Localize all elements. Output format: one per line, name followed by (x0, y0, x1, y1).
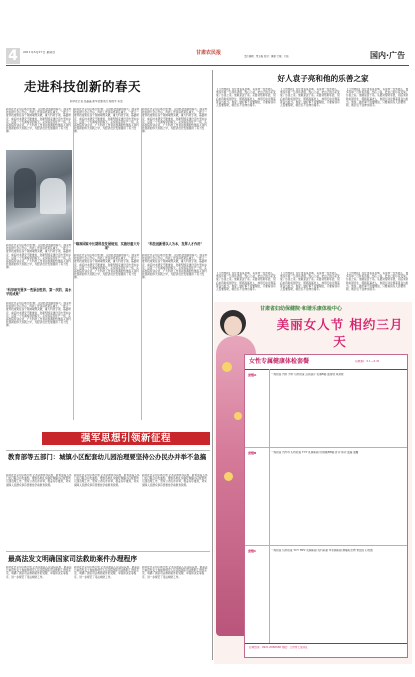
ad-package-c-items: 一般检查 妇科检查 TCT HPV 乳腺彩超 妇科彩超 甲状腺彩超 肿瘤标志物 骨密度 心电图 (271, 549, 373, 552)
ad-package-c-name: 套餐C (248, 549, 257, 553)
story3-col-2: 新华社北京3月26日电 记者从最高人民法院获悉，最高法日前印发关于加强和规范人民法院国家司法救助工作的意见，明确了国家司法救助案件的受理、审查和决定等程序，进一步规范了司法救助工作。 (74, 566, 140, 579)
ad-card-title: 女性专属健康体检套餐 (249, 358, 310, 365)
feature-col-3: 【兰州晨报】在甘肃省某县城，有这样一位普通人，他多年如一日扶贫济困、热心公益，把自己的小家变成了乐善之家。他就是袁子亮。从最初帮助邻居，到后来资助贫困学生、照顾孤寡老人，他用行动诠释着善良与担当。他说：做好事不需要理由，只要看到有人需要帮助，就会忍不住伸出援手。 (346, 88, 409, 108)
lead-headline: 走进科技创新的春天 (24, 79, 142, 94)
lead-col-3b: 新华社北京3月26日电 题：走进科技创新的春天。国家科技奖励大会召开后，科技工作者深感责任重大。一批又一批科技成果在各个领域取得突破，重大科技专项、基础研究、前沿技术研究不断推进，创新型国家建设迈出坚实步伐。这是一个充满希望的春天。从实验室到生产一线，从高校院所到企业，广大科技工作者以饱满的热情投入到科技创新的伟大实践之中，为经济社会发展提供了有力支撑。 (142, 254, 208, 280)
story2-col-3: 新华社北京3月26日电 记者从教育部获悉，教育部等五部门近日联合印发通知，要求各地扎实做好城镇小区配套幼儿园治理工作，坚持公办民办并举，稳妥有序推进，切实保障人民群众享有普惠性学前教育资源。 (142, 474, 208, 487)
ad-package-a-name: 套餐A (248, 373, 257, 377)
story2-col-2: 新华社北京3月26日电 记者从教育部获悉，教育部等五部门近日联合印发通知，要求各地扎实做好城镇小区配套幼儿园治理工作，坚持公办民办并举，稳妥有序推进，切实保障人民群众享有普惠性学前教育资源。 (74, 474, 140, 487)
story3-headline: 最高法发文明确国家司法救助案件办理程序 (8, 555, 138, 563)
masthead: 甘肃农民报 (196, 50, 222, 56)
page-number: 4 (6, 48, 20, 64)
ad-package-b-name: 套餐B (248, 451, 257, 455)
pull-quote-1: "科学研究要多一些原创性的、第一次的、高水平的成果" (6, 288, 72, 296)
lead-col-1b: 新华社北京3月26日电 题：走进科技创新的春天。国家科技奖励大会召开后，科技工作者深感责任重大。一批又一批科技成果在各个领域取得突破，重大科技专项、基础研究、前沿技术研究不断推进，创新型国家建设迈出坚实步伐。这是一个充满希望的春天。从实验室到生产一线，从高校院所到企业，广大科技工作者以饱满的热情投入到科技创新的伟大实践之中，为经济社会发展提供了有力支撑。 (6, 244, 72, 270)
feature-col-2b: 【兰州晨报】在甘肃省某县城，有这样一位普通人，他多年如一日扶贫济困、热心公益，把自己的小家变成了乐善之家。他就是袁子亮。从最初帮助邻居，到后来资助贫困学生、照顾孤寡老人，他用行动诠释着善良与担当。他说：做好事不需要理由，只要看到有人需要帮助，就会忍不住伸出援手。 (280, 272, 340, 292)
feature-col-2: 【兰州晨报】在甘肃省某县城，有这样一位普通人，他多年如一日扶贫济困、热心公益，把自己的小家变成了乐善之家。他就是袁子亮。从最初帮助邻居，到后来资助贫困学生、照顾孤寡老人，他用行动诠释着善良与担当。他说：做好事不需要理由，只要看到有人需要帮助，就会忍不住伸出援手。 (280, 88, 340, 108)
ad-package-a-items: 一般检查 内科 外科 妇科检查 宫颈涂片 乳腺B超 血常规 尿常规 (271, 373, 344, 376)
ad-brand-line: 甘肃省妇幼保健院·和谐乐康体检中心 (260, 306, 342, 312)
pull-quote-2: "瞄准国家中长期科技发展规划，实施好重大专项" (74, 242, 140, 250)
story2-headline: 教育部等五部门：城镇小区配套幼儿园治理要坚持公办民办并举不急搞 (8, 453, 207, 461)
lead-col-3: 新华社北京3月26日电 题：走进科技创新的春天。国家科技奖励大会召开后，科技工作者深感责任重大。一批又一批科技成果在各个领域取得突破，重大科技专项、基础研究、前沿技术研究不断推进，创新型国家建设迈出坚实步伐。这是一个充满希望的春天。从实验室到生产一线，从高校院所到企业，广大科技工作者以饱满的热情投入到科技创新的伟大实践之中，为经济社会发展提供了有力支撑。 (142, 108, 208, 134)
banner (42, 432, 210, 445)
story2-col-1: 新华社北京3月26日电 记者从教育部获悉，教育部等五部门近日联合印发通知，要求各地扎实做好城镇小区配套幼儿园治理工作，坚持公办民办并举，稳妥有序推进，切实保障人民群众享有普惠性学前教育资源。 (6, 474, 72, 487)
feature-headline: 好人袁子亮和他的乐善之家 (277, 74, 369, 83)
feature-col-3b: 【兰州晨报】在甘肃省某县城，有这样一位普通人，他多年如一日扶贫济困、热心公益，把自己的小家变成了乐善之家。他就是袁子亮。从最初帮助邻居，到后来资助贫困学生、照顾孤寡老人，他用行动诠释着善良与担当。他说：做好事不需要理由，只要看到有人需要帮助，就会忍不住伸出援手。 (346, 272, 409, 292)
ad-title: 美丽女人节 相约三月天 (276, 317, 404, 349)
section-title: 国内·广告 (370, 51, 406, 60)
lead-col-2: 新华社北京3月26日电 题：走进科技创新的春天。国家科技奖励大会召开后，科技工作者深感责任重大。一批又一批科技成果在各个领域取得突破，重大科技专项、基础研究、前沿技术研究不断推进，创新型国家建设迈出坚实步伐。这是一个充满希望的春天。从实验室到生产一线，从高校院所到企业，广大科技工作者以饱满的热情投入到科技创新的伟大实践之中，为经济社会发展提供了有力支撑。 (74, 108, 140, 134)
ad-block (214, 302, 412, 664)
staff-line: 责任编辑：贾永梅 校对：康丽 美编：王铭 (244, 55, 289, 58)
ad-footer: 咨询热线：0931-8888888 地址：兰州市七里河区 (249, 646, 308, 649)
feature-col-1b: 【兰州晨报】在甘肃省某县城，有这样一位普通人，他多年如一日扶贫济困、热心公益，把自己的小家变成了乐善之家。他就是袁子亮。从最初帮助邻居，到后来资助贫困学生、照顾孤寡老人，他用行动诠释着善良与担当。他说：做好事不需要理由，只要看到有人需要帮助，就会忍不住伸出援手。 (216, 272, 276, 292)
lead-byline: 新华社记者 吴晶晶 新华社通讯员 杨国丰 邓洁 (70, 100, 123, 103)
story3-col-1: 新华社北京3月26日电 记者从最高人民法院获悉，最高法日前印发关于加强和规范人民法院国家司法救助工作的意见，明确了国家司法救助案件的受理、审查和决定等程序，进一步规范了司法救助工作。 (6, 566, 72, 579)
lead-story (6, 70, 208, 430)
feature-col-1: 【兰州晨报】在甘肃省某县城，有这样一位普通人，他多年如一日扶贫济困、热心公益，把自己的小家变成了乐善之家。他就是袁子亮。从最初帮助邻居，到后来资助贫困学生、照顾孤寡老人，他用行动诠释着善良与担当。他说：做好事不需要理由，只要看到有人需要帮助，就会忍不住伸出援手。 (216, 88, 276, 108)
date-line: 2011年3月27日 星期日 (23, 51, 56, 54)
ad-package-b-items: 一般检查 内外科 妇科检查 TCT 乳腺彩超 肝胆胰脾B超 肝功 肾功 血脂 血糖 (271, 451, 359, 454)
banner-text: 强军思想引领新征程 (80, 433, 171, 444)
lead-col-1c: 新华社北京3月26日电 题：走进科技创新的春天。国家科技奖励大会召开后，科技工作者深感责任重大。一批又一批科技成果在各个领域取得突破，重大科技专项、基础研究、前沿技术研究不断推进，创新型国家建设迈出坚实步伐。这是一个充满希望的春天。从实验室到生产一线，从高校院所到企业，广大科技工作者以饱满的热情投入到科技创新的伟大实践之中，为经济社会发展提供了有力支撑。 (6, 302, 72, 328)
lead-photo (6, 150, 72, 240)
ad-card (244, 354, 408, 658)
page-header (6, 48, 409, 66)
ad-valid: 有效期：3.1—3.31 (355, 360, 380, 363)
pull-quote-3: "科技创新要以人为本，发挥人才作用" (147, 242, 203, 246)
lead-col-2b: 新华社北京3月26日电 题：走进科技创新的春天。国家科技奖励大会召开后，科技工作者深感责任重大。一批又一批科技成果在各个领域取得突破，重大科技专项、基础研究、前沿技术研究不断推进，创新型国家建设迈出坚实步伐。这是一个充满希望的春天。从实验室到生产一线，从高校院所到企业，广大科技工作者以饱满的热情投入到科技创新的伟大实践之中，为经济社会发展提供了有力支撑。 (74, 254, 140, 280)
story3-col-3: 新华社北京3月26日电 记者从最高人民法院获悉，最高法日前印发关于加强和规范人民法院国家司法救助工作的意见，明确了国家司法救助案件的受理、审查和决定等程序，进一步规范了司法救助工作。 (142, 566, 208, 579)
lead-col-1: 新华社北京3月26日电 题：走进科技创新的春天。国家科技奖励大会召开后，科技工作者深感责任重大。一批又一批科技成果在各个领域取得突破，重大科技专项、基础研究、前沿技术研究不断推进，创新型国家建设迈出坚实步伐。这是一个充满希望的春天。从实验室到生产一线，从高校院所到企业，广大科技工作者以饱满的热情投入到科技创新的伟大实践之中，为经济社会发展提供了有力支撑。 (6, 108, 72, 134)
